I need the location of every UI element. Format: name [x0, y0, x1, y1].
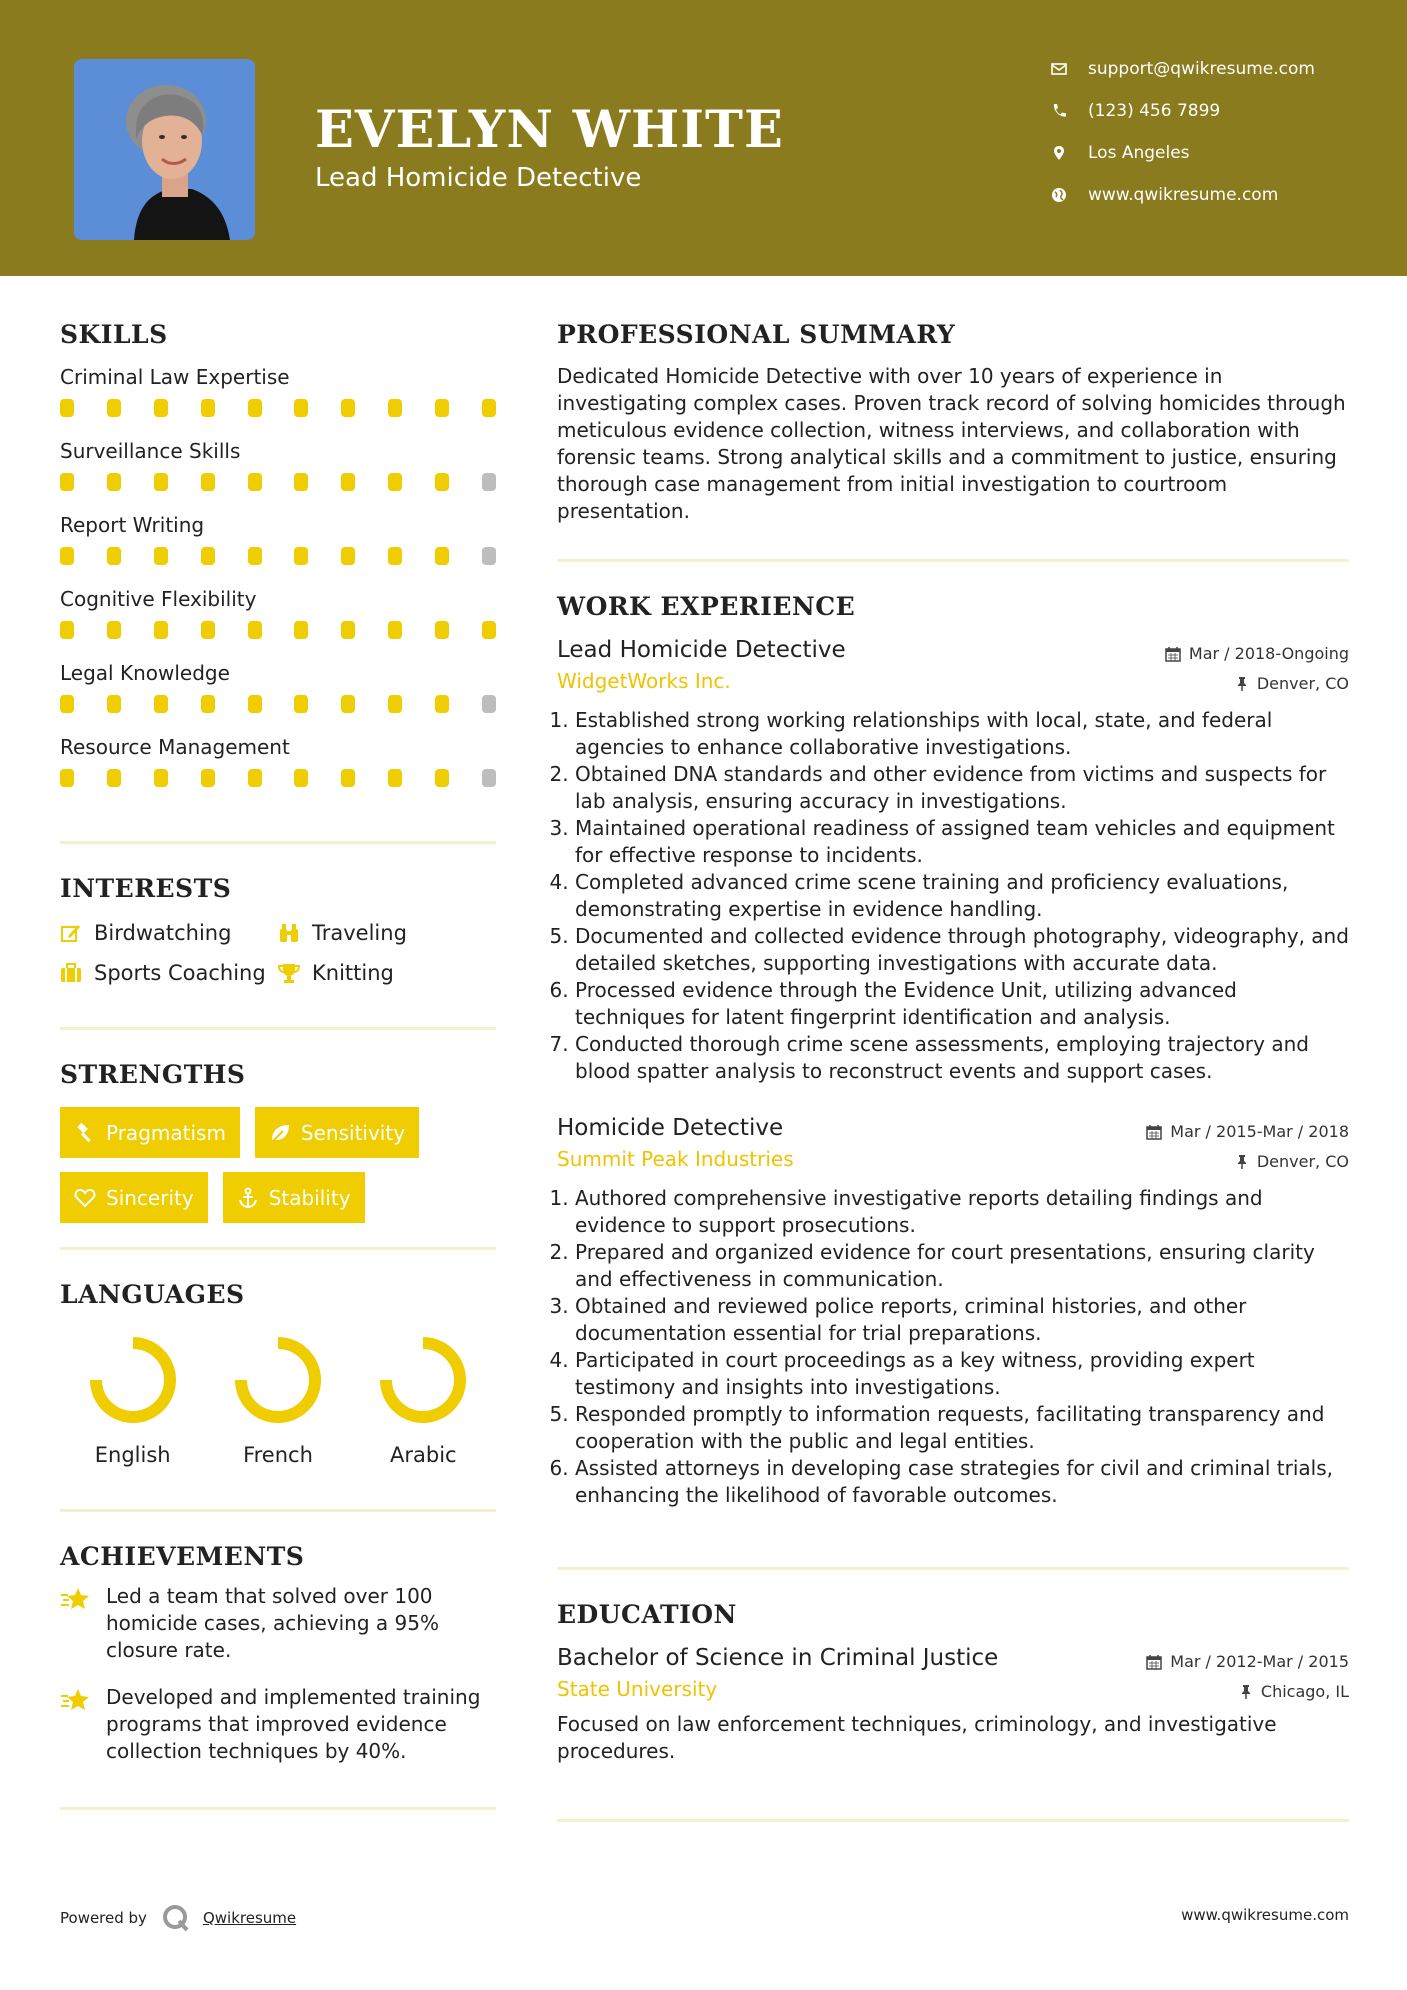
- candidate-role: Lead Homicide Detective: [315, 163, 642, 193]
- edit-icon: [60, 922, 82, 944]
- rating-dot: [482, 695, 496, 713]
- footer-powered-by: [60, 1903, 296, 1933]
- rating-dot: [248, 769, 262, 787]
- strength-label: Pragmatism: [106, 1120, 226, 1145]
- job-bullet: 1. Authored comprehensive investigative reports detailing findings and evidence to support prosecutions.: [575, 1185, 1349, 1239]
- rating-dot: [107, 621, 121, 639]
- company-name: Summit Peak Industries: [557, 1147, 794, 1171]
- skill-rating: [60, 695, 496, 713]
- strength-chip: [255, 1107, 419, 1158]
- qwikresume-logo-icon: [161, 1903, 191, 1933]
- skill-name: Cognitive Flexibility: [60, 587, 257, 611]
- rating-dot: [341, 769, 355, 787]
- skill-rating: [60, 769, 496, 787]
- powered-by-text: Powered by: [60, 1909, 147, 1927]
- rating-dot: [248, 621, 262, 639]
- skill-name: Surveillance Skills: [60, 439, 241, 463]
- language-item: [60, 1335, 205, 1467]
- pushpin-icon: [1239, 1684, 1253, 1700]
- job-bullet: 7. Conducted thorough crime scene assessments, employing trajectory and blood spatter analysis to reconstruct events and support cases.: [575, 1031, 1349, 1085]
- rating-dot: [294, 399, 308, 417]
- section-divider: [557, 559, 1349, 562]
- profile-photo: [74, 59, 255, 240]
- language-label: Arabic: [390, 1443, 457, 1467]
- skills-list: [60, 365, 496, 787]
- rating-dot: [107, 547, 121, 565]
- rating-dot: [107, 695, 121, 713]
- job-title: Homicide Detective: [557, 1115, 784, 1141]
- job-bullet: 2. Prepared and organized evidence for court presentations, ensuring clarity and effectiveness in communication.: [575, 1239, 1349, 1293]
- job-bullets: [557, 1185, 1349, 1509]
- rating-dot: [60, 621, 74, 639]
- rating-dot: [154, 621, 168, 639]
- binoculars-icon: [278, 922, 300, 944]
- rating-dot: [435, 547, 449, 565]
- languages-title: LANGUAGES: [60, 1280, 245, 1309]
- trophy-icon: [278, 962, 300, 984]
- website-text: www.qwikresume.com: [1088, 185, 1279, 205]
- rating-dot: [388, 769, 402, 787]
- rating-dot: [482, 473, 496, 491]
- job-bullet: 3. Obtained and reviewed police reports, criminal histories, and other documentation essential for trial preparations.: [575, 1293, 1349, 1347]
- envelope-icon: [1050, 60, 1068, 78]
- rating-dot: [107, 769, 121, 787]
- rating-dot: [388, 547, 402, 565]
- language-label: French: [243, 1443, 313, 1467]
- resume-header: [0, 0, 1407, 276]
- job-location-text: Denver, CO: [1256, 1152, 1349, 1171]
- rating-dot: [60, 547, 74, 565]
- job-bullet: 3. Maintained operational readiness of assigned team vehicles and equipment for effective response to incidents.: [575, 815, 1349, 869]
- pushpin-icon: [1235, 1154, 1249, 1170]
- job-bullet: 1. Established strong working relationships with local, state, and federal agencies to enhance collaborative investigations.: [575, 707, 1349, 761]
- job-dates-text: Mar / 2015-Mar / 2018: [1170, 1122, 1349, 1141]
- languages-list: [60, 1335, 496, 1467]
- skill-name: Criminal Law Expertise: [60, 365, 290, 389]
- right-column: [557, 320, 1349, 1822]
- calendar-icon: [1146, 1124, 1162, 1140]
- rating-dot: [388, 621, 402, 639]
- summary-title: PROFESSIONAL SUMMARY: [557, 320, 956, 349]
- portrait-image: [74, 59, 255, 240]
- job-bullet: 2. Obtained DNA standards and other evidence from victims and suspects for lab analysis, ensuring accuracy in investigations.: [575, 761, 1349, 815]
- job-bullet: 4. Participated in court proceedings as a key witness, providing expert testimony and insights into investigations.: [575, 1347, 1349, 1401]
- rating-dot: [341, 621, 355, 639]
- rating-dot: [435, 769, 449, 787]
- job-bullets: [557, 707, 1349, 1085]
- section-divider: [60, 1247, 496, 1250]
- achievements-list: [60, 1583, 496, 1765]
- rating-dot: [60, 695, 74, 713]
- job-bullet: 6. Assisted attorneys in developing case strategies for civil and criminal trials, enhancing the likelihood of favorable outcomes.: [575, 1455, 1349, 1509]
- section-divider: [557, 1567, 1349, 1570]
- job-bullet: 4. Completed advanced crime scene training and proficiency evaluations, demonstrating expertise in evidence handling.: [575, 869, 1349, 923]
- rating-dot: [60, 473, 74, 491]
- job-bullet: 5. Responded promptly to information requests, facilitating transparency and cooperation with the public and legal entities.: [575, 1401, 1349, 1455]
- achievement-item: [60, 1583, 496, 1664]
- rating-dot: [294, 769, 308, 787]
- rating-dot: [154, 473, 168, 491]
- contact-website[interactable]: [1050, 185, 1278, 205]
- anchor-icon: [237, 1187, 259, 1209]
- interest-item: [278, 921, 496, 945]
- star-icon: [60, 1688, 90, 1712]
- education-dates: [1146, 1652, 1349, 1671]
- map-pin-icon: [1050, 144, 1068, 162]
- gavel-icon: [74, 1122, 96, 1144]
- rating-dot: [201, 399, 215, 417]
- interests-title: INTERESTS: [60, 874, 232, 903]
- skill-rating: [60, 399, 496, 417]
- rating-dot: [107, 399, 121, 417]
- left-column: [60, 320, 496, 1810]
- location-text: Los Angeles: [1088, 143, 1190, 163]
- strength-chip: [60, 1172, 208, 1223]
- skill-rating: [60, 547, 496, 565]
- rating-dot: [60, 769, 74, 787]
- strength-chip: [223, 1172, 365, 1223]
- language-arc: [241, 1343, 315, 1417]
- email-text: support@qwikresume.com: [1088, 59, 1315, 79]
- briefcase-icon: [60, 962, 82, 984]
- job-location: [1235, 1152, 1349, 1171]
- interest-label: Sports Coaching: [94, 961, 266, 985]
- interest-item: [278, 961, 496, 985]
- job-entry: [557, 1115, 1349, 1509]
- globe-icon: [1050, 186, 1068, 204]
- rating-dot: [482, 621, 496, 639]
- skill-rating: [60, 621, 496, 639]
- phone-icon: [1050, 102, 1068, 120]
- section-divider: [557, 1819, 1349, 1822]
- phone-text: (123) 456 7899: [1088, 101, 1221, 121]
- language-proficiency-ring: [378, 1335, 468, 1425]
- rating-dot: [294, 547, 308, 565]
- language-proficiency-ring: [88, 1335, 178, 1425]
- rating-dot: [435, 695, 449, 713]
- heart-icon: [74, 1187, 96, 1209]
- rating-dot: [341, 695, 355, 713]
- education-entry: [557, 1645, 1349, 1765]
- rating-dot: [294, 695, 308, 713]
- interest-label: Birdwatching: [94, 921, 232, 945]
- rating-dot: [482, 399, 496, 417]
- qwikresume-link[interactable]: Qwikresume: [202, 1909, 297, 1927]
- section-divider: [60, 1807, 496, 1810]
- strength-label: Stability: [268, 1185, 351, 1210]
- rating-dot: [60, 399, 74, 417]
- rating-dot: [107, 473, 121, 491]
- section-divider: [60, 1027, 496, 1030]
- rating-dot: [435, 399, 449, 417]
- star-icon: [60, 1587, 90, 1611]
- job-dates-text: Mar / 2018-Ongoing: [1188, 644, 1349, 663]
- job-location: [1235, 674, 1349, 693]
- achievement-item: [60, 1684, 496, 1765]
- rating-dot: [388, 695, 402, 713]
- language-arc: [386, 1343, 460, 1417]
- rating-dot: [294, 473, 308, 491]
- interest-item: [60, 921, 278, 945]
- rating-dot: [294, 621, 308, 639]
- rating-dot: [435, 473, 449, 491]
- rating-dot: [248, 473, 262, 491]
- rating-dot: [201, 695, 215, 713]
- job-bullet: 6. Processed evidence through the Evidence Unit, utilizing advanced techniques for latent fingerprint identification and analysis.: [575, 977, 1349, 1031]
- section-divider: [60, 1509, 496, 1512]
- education-location: [1239, 1682, 1349, 1701]
- skill-name: Legal Knowledge: [60, 661, 230, 685]
- job-entry: [557, 637, 1349, 1085]
- footer-url[interactable]: www.qwikresume.com: [1181, 1906, 1349, 1924]
- skill-name: Resource Management: [60, 735, 290, 759]
- achievement-text: Led a team that solved over 100 homicide cases, achieving a 95% closure rate.: [106, 1584, 439, 1662]
- language-arc: [96, 1343, 170, 1417]
- strength-label: Sincerity: [106, 1185, 194, 1210]
- pushpin-icon: [1235, 676, 1249, 692]
- rating-dot: [154, 695, 168, 713]
- skill-rating: [60, 473, 496, 491]
- strength-label: Sensitivity: [300, 1120, 406, 1145]
- interest-label: Knitting: [312, 961, 394, 985]
- job-location-text: Denver, CO: [1256, 674, 1349, 693]
- experience-title: WORK EXPERIENCE: [557, 592, 856, 621]
- education-dates-text: Mar / 2012-Mar / 2015: [1170, 1652, 1349, 1671]
- language-proficiency-ring: [233, 1335, 323, 1425]
- interests-list: [60, 921, 496, 985]
- rating-dot: [201, 621, 215, 639]
- skill-name: Report Writing: [60, 513, 205, 537]
- calendar-icon: [1146, 1654, 1162, 1670]
- rating-dot: [482, 769, 496, 787]
- strengths-title: STRENGTHS: [60, 1060, 246, 1089]
- rating-dot: [154, 547, 168, 565]
- language-label: English: [94, 1443, 171, 1467]
- rating-dot: [201, 547, 215, 565]
- education-description: Focused on law enforcement techniques, criminology, and investigative procedures.: [557, 1712, 1277, 1763]
- calendar-icon: [1165, 646, 1181, 662]
- rating-dot: [154, 399, 168, 417]
- education-location-text: Chicago, IL: [1260, 1682, 1349, 1701]
- rating-dot: [388, 399, 402, 417]
- leaf-icon: [269, 1122, 291, 1144]
- strength-chip: [60, 1107, 240, 1158]
- contact-email[interactable]: [1050, 59, 1315, 79]
- interest-label: Traveling: [312, 921, 407, 945]
- school-name: State University: [557, 1677, 718, 1701]
- rating-dot: [248, 547, 262, 565]
- rating-dot: [435, 621, 449, 639]
- job-title: Lead Homicide Detective: [557, 637, 846, 663]
- rating-dot: [341, 473, 355, 491]
- rating-dot: [154, 769, 168, 787]
- job-dates: [1165, 644, 1349, 663]
- candidate-name: EVELYN WHITE: [315, 100, 784, 160]
- interest-item: [60, 961, 278, 985]
- rating-dot: [341, 547, 355, 565]
- rating-dot: [248, 399, 262, 417]
- education-title: EDUCATION: [557, 1600, 737, 1629]
- skills-title: SKILLS: [60, 320, 168, 349]
- summary-text: Dedicated Homicide Detective with over 10 years of experience in investigating complex cases. Proven track record of solving homicides through meticulous evidence collection, witness interviews, and collaboration with forensic teams. Strong analytical skills and a commitment to justice, ensuring thorough case management from initial investigation to courtroom presentation.: [557, 364, 1346, 523]
- language-item: [351, 1335, 496, 1467]
- contact-location: [1050, 143, 1190, 163]
- achievements-title: ACHIEVEMENTS: [60, 1542, 305, 1571]
- degree-name: Bachelor of Science in Criminal Justice: [557, 1645, 999, 1671]
- achievement-text: Developed and implemented training programs that improved evidence collection techniques by 40%.: [106, 1685, 481, 1763]
- rating-dot: [201, 769, 215, 787]
- rating-dot: [341, 399, 355, 417]
- contact-phone[interactable]: [1050, 101, 1220, 121]
- strengths-list: [60, 1107, 496, 1223]
- rating-dot: [388, 473, 402, 491]
- company-name: WidgetWorks Inc.: [557, 669, 731, 693]
- job-bullet: 5. Documented and collected evidence through photography, videography, and detailed sketches, supporting investigations with accurate data.: [575, 923, 1349, 977]
- rating-dot: [248, 695, 262, 713]
- section-divider: [60, 841, 496, 844]
- job-dates: [1146, 1122, 1349, 1141]
- language-item: [205, 1335, 350, 1467]
- rating-dot: [482, 547, 496, 565]
- rating-dot: [201, 473, 215, 491]
